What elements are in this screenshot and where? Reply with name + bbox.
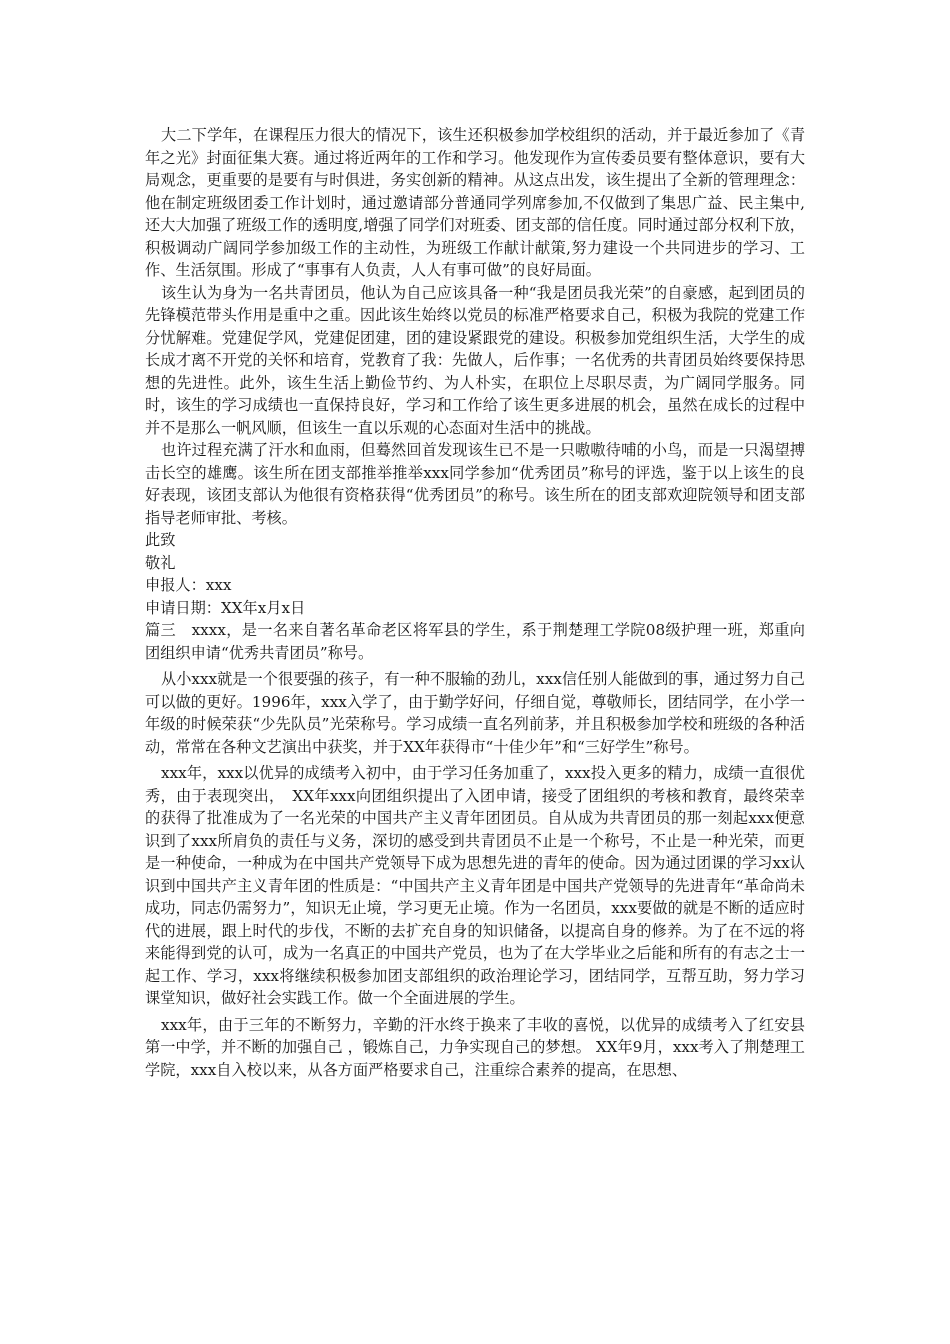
body-paragraph-2: 该生认为身为一名共青团员，他认为自己应该具备一种“我是团员我光荣”的自豪感，起到团员的先锋模范带头作用是重中之重。因此该生始终以党员的标准严格要求自己，积极为我院的党建工作分忧解难。党建促学风，党建促团建，团的建设紧跟党的建设。积极参加党组织生活，大学生的成长成才离不开党的关怀和培育，党教育了我：先做人，后作事；一名优秀的共青团员始终要保持思想的先进性。此外，该生生活上勤俭节约、为人朴实，在职位上尽职尽责，为广阔同学服务。同时，该生的学习成绩也一直保持良好，学习和工作给了该生更多进展的机会，虽然在成长的过程中并不是那么一帆风顺，但该生一直以乐观的心态面对生活中的挑战。 (145, 283, 805, 437)
section3-paragraph-3: xxx年，由于三年的不断努力，辛勤的汗水终于换来了丰收的喜悦，以优异的成绩考入了红安县第一中学，并不断的加强自己 ，锻炼自己，力争实现自己的梦想。 XX年9月，xxx考入了荆楚理工学院，xxx自入校以来，从各方面严格要求自己，注重综合素养的提高，在思想、 (145, 1015, 805, 1079)
section3-paragraph-1: 从小xxx就是一个很要强的孩子，有一种不服输的劲儿，xxx信任别人能做到的事，通过努力自己可以做的更好。1996年，xxx入学了，由于勤学好问，仔细自觉，尊敬师长，团结同学，在小学一年级的时候荣获“少先队员”光荣称号。学习成绩一直名列前茅，并且积极参加学校和班级的各种活动，常常在各种文艺演出中获奖，并于XX年获得市“十佳少年”和“三好学生”称号。 (145, 670, 805, 756)
section3-heading: 篇三 xxxx，是一名来自著名革命老区将军县的学生，系于荆楚理工学院08级护理一班，郑重向团组织申请“优秀共青团员”称号。 (145, 621, 805, 662)
body-paragraph-3: 也许过程充满了汗水和血雨，但蓦然回首发现该生已不是一只嗷嗷待哺的小鸟，而是一只渴望搏击长空的雄鹰。该生所在团支部推举推举xxx同学参加“优秀团员”称号的评选，鉴于以上该生的良好表现，该团支部认为他很有资格获得“优秀团员”的称号。该生所在的团支部欢迎院领导和团支部指导老师审批、考核。 (145, 441, 805, 527)
salutation-cizhi: 此致 (145, 531, 176, 549)
body-paragraph-1: 大二下学年，在课程压力很大的情况下，该生还积极参加学校组织的活动，并于最近参加了《青年之光》封面征集大赛。通过将近两年的工作和学习。他发现作为宣传委员要有整体意识，要有大局观念，更重要的是要有与时俱进，务实创新的精神。从这点出发，该生提出了全新的管理理念：他在制定班级团委工作计划时，通过邀请部分普通同学列席参加,不仅做到了集思广益、民主集中,还大大加强了班级工作的透明度,增强了同学们对班委、团支部的信任度。同时通过部分权利下放，积极调动广阔同学参加级工作的主动性，为班级工作献计献策,努力建设一个共同进步的学习、工作、生活氛围。形成了“事事有人负责，人人有事可做”的良好局面。 (145, 126, 805, 279)
applicant-line: 申报人：xxx (145, 576, 232, 594)
document-page (145, 124, 805, 1081)
salutation-jingli: 敬礼 (145, 553, 176, 572)
application-date: 申请日期：XX年x月x日 (145, 598, 306, 617)
section3-paragraph-2: xxx年，xxx以优异的成绩考入初中，由于学习任务加重了，xxx投入更多的精力，成绩一直很优秀，由于表现突出， XX年xxx向团组织提出了入团申请，接受了团组织的考核和教育，最终荣幸的获得了批准成为了一名光荣的中国共产主义青年团团员。自从成为共青团员的那一刻起xxx便意识到了xxx所肩负的责任与义务，深切的感受到共青团员不止是一个称号，不止是一种光荣，而更是一种使命，一种成为在中国共产党领导下成为思想先进的青年的使命。因为通过团课的学习xx认识到中国共产主义青年团的性质是：“中国共产主义青年团是中国共产党领导的先进青年“革命尚未成功，同志仍需努力”，知识无止境，学习更无止境。作为一名团员，xxx要做的就是不断的适应时代的进展，跟上时代的步伐，不断的去扩充自身的知识储备，以提高自身的修养。为了在不远的将来能得到党的认可，成为一名真正的中国共产党员，也为了在大学毕业之后能和所有的有志之士一起工作、学习，xxx将继续积极参加团支部组织的政治理论学习，团结同学，互帮互助，努力学习课堂知识，做好社会实践工作。做一个全面进展的学生。 (145, 764, 805, 1007)
